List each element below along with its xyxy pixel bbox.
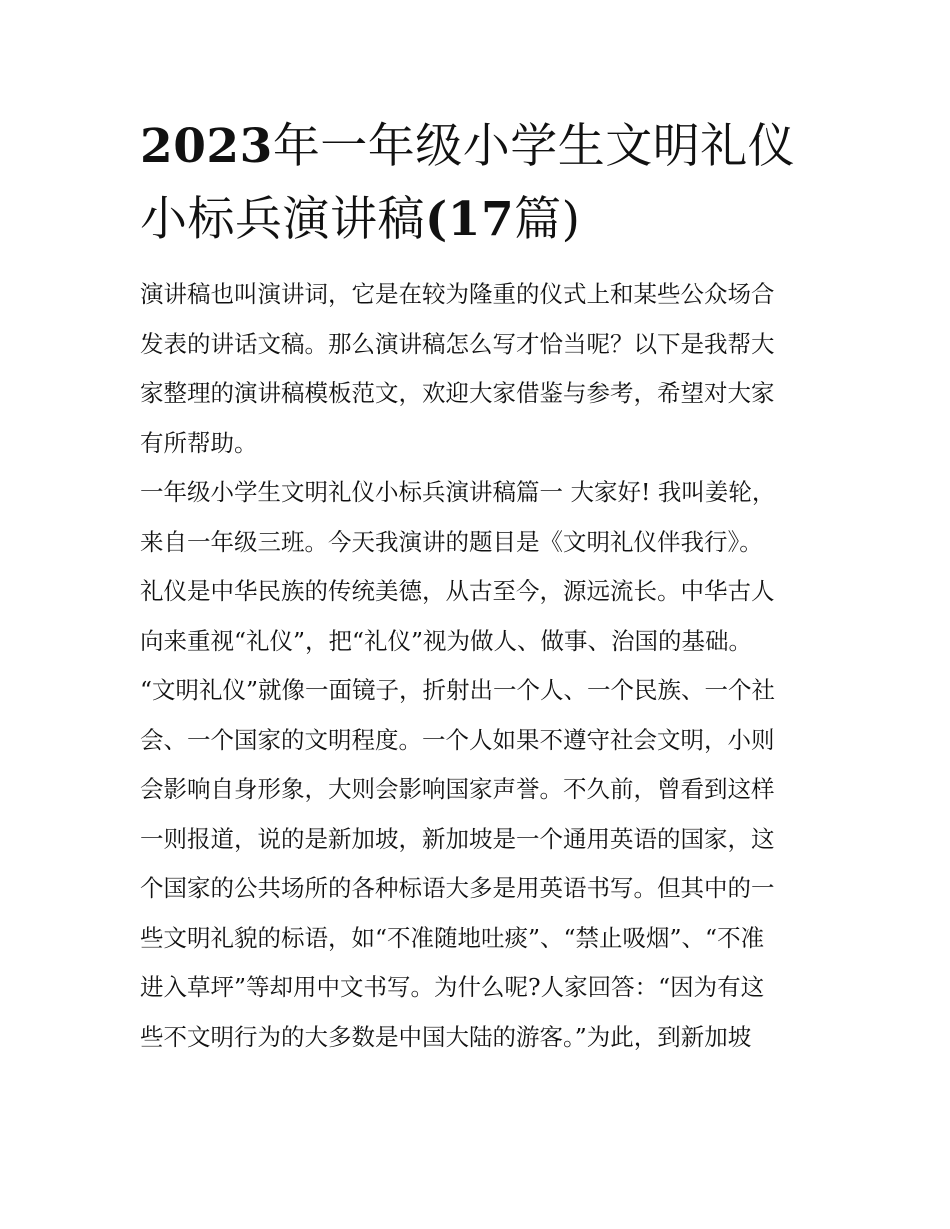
body-line: 会、一个国家的文明程度。一个人如果不遵守社会文明，小则 <box>140 725 775 754</box>
body-line: “文明礼仪”就像一面镜子，折射出一个人、一个民族、一个社 <box>140 676 776 704</box>
title-text-2a: 小标兵演讲稿 <box>140 192 425 247</box>
body-line: 演讲稿也叫演讲词，它是在较为隆重的仪式上和某些公众场合 <box>140 280 775 308</box>
body-line: 来自一年级三班。今天我演讲的题目是《文明礼仪伴我行》。 <box>140 527 763 556</box>
body-line: 些文明礼貌的标语，如“不准随地吐痰”、“禁止吸烟”、“不准 <box>140 923 765 952</box>
body-line: 一年级小学生文明礼仪小标兵演讲稿篇一 大家好! 我叫姜轮， <box>140 478 776 506</box>
title-line-2 <box>140 183 820 256</box>
body-line: 向来重视“礼仪”，把“礼仪”视为做人、做事、治国的基础。 <box>140 626 753 655</box>
body-line: 会影响自身形象，大则会影响国家声誉。不久前，曾看到这样 <box>140 775 775 803</box>
body-line: 个国家的公共场所的各种标语大多是用英语书写。但其中的一 <box>140 874 775 902</box>
body-line: 发表的讲话文稿。那么演讲稿怎么写才恰当呢？以下是我帮大 <box>140 329 775 358</box>
title-year: 2023 <box>140 119 273 174</box>
body-line: 进入草坪”等却用中文书写。为什么呢?人家回答：“因为有这 <box>140 973 765 1001</box>
body-line: 礼仪是中华民族的传统美德，从古至今，源远流长。中华古人 <box>140 577 775 605</box>
title-count: (17 <box>425 192 515 247</box>
document-page <box>140 110 820 1062</box>
title-line-1 <box>140 110 820 183</box>
title-text-1: 年一年级小学生文明礼仪 <box>272 119 796 174</box>
body-line: 家整理的演讲稿模板范文，欢迎大家借鉴与参考，希望对大家 <box>140 379 775 407</box>
body-line: 有所帮助。 <box>140 428 258 457</box>
title-text-2b: 篇) <box>514 192 581 247</box>
body-line: 些不文明行为的大多数是中国大陆的游客。”为此，到新加坡 <box>140 1022 752 1051</box>
document-title <box>140 110 820 256</box>
body-line: 一则报道，说的是新加坡，新加坡是一个通用英语的国家，这 <box>140 824 775 853</box>
body-text <box>140 270 820 1062</box>
